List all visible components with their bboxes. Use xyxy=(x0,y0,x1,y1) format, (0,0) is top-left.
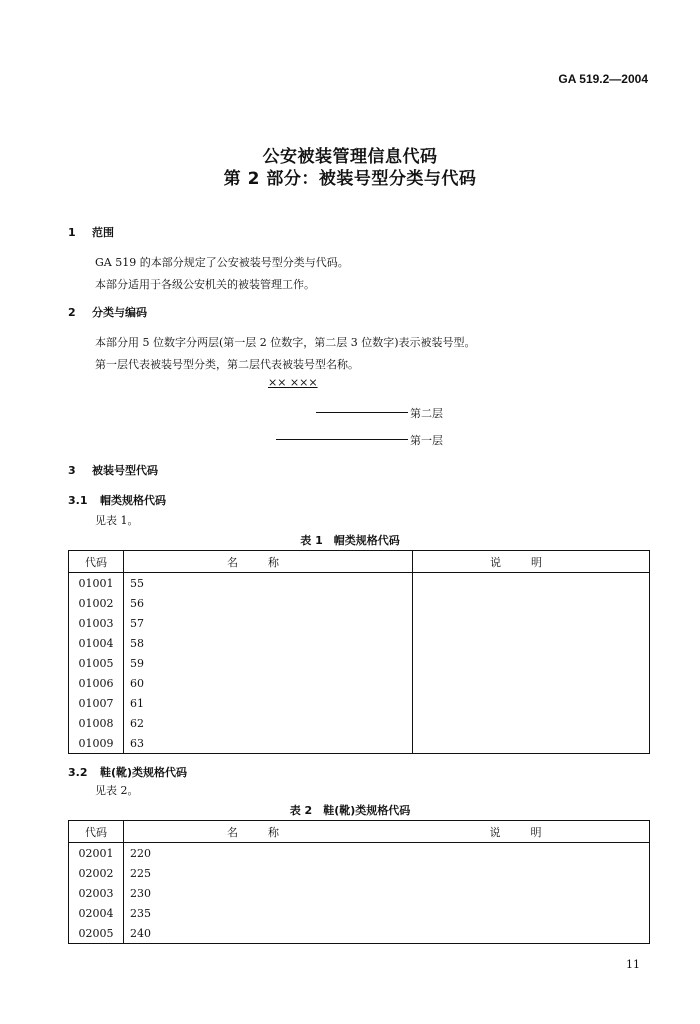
document-title: 公安被装管理信息代码 xyxy=(262,147,438,167)
section-number: 1 xyxy=(68,226,76,239)
note-cell xyxy=(413,713,650,733)
code-cell: 01006 xyxy=(69,673,124,693)
code-pattern: ×× ××× xyxy=(268,376,318,389)
name-cell: 59 xyxy=(124,653,413,673)
table-2-reference: 见表 2。 xyxy=(95,784,139,797)
code-cell: 01008 xyxy=(69,713,124,733)
layer-2-label: 第二层 xyxy=(410,407,443,420)
section-title: 鞋(靴)类规格代码 xyxy=(100,766,188,779)
section-3-heading xyxy=(68,462,158,478)
section-number: 3 xyxy=(68,464,76,477)
section-3-1-heading xyxy=(68,492,166,508)
section-number: 3.2 xyxy=(68,766,88,779)
note-cell xyxy=(413,573,650,594)
layer-2-leader-line xyxy=(316,412,408,413)
layer-1-leader-line xyxy=(276,439,408,440)
table-1-reference: 见表 1。 xyxy=(95,514,139,527)
section-number: 3.1 xyxy=(68,494,88,507)
document-code: GA 519.2—2004 xyxy=(558,72,648,86)
section-1-heading xyxy=(68,224,114,240)
note-cell xyxy=(412,883,650,903)
name-cell: 220 xyxy=(124,843,413,864)
name-cell: 58 xyxy=(124,633,413,653)
note-cell xyxy=(412,903,650,923)
section-number: 2 xyxy=(68,306,76,319)
section-title: 范围 xyxy=(92,226,114,239)
section-2-heading xyxy=(68,304,147,320)
table-row xyxy=(69,613,650,633)
section-title: 被装号型代码 xyxy=(92,464,158,477)
code-cell: 02004 xyxy=(69,903,124,923)
column-header-note: 说明 xyxy=(413,551,650,573)
column-header-code: 代码 xyxy=(69,551,124,573)
name-cell: 63 xyxy=(124,733,413,754)
column-header-note: 说明 xyxy=(412,821,650,843)
table-row xyxy=(69,923,650,944)
name-cell: 55 xyxy=(124,573,413,594)
note-cell xyxy=(412,863,650,883)
note-cell xyxy=(413,633,650,653)
layer-1-label: 第一层 xyxy=(410,434,443,447)
code-cell: 02001 xyxy=(69,843,124,864)
name-cell: 62 xyxy=(124,713,413,733)
table-row xyxy=(69,883,650,903)
table-row xyxy=(69,903,650,923)
code-cell: 01003 xyxy=(69,613,124,633)
section-title: 分类与编码 xyxy=(92,306,147,319)
section-title: 帽类规格代码 xyxy=(100,494,166,507)
table-row xyxy=(69,733,650,754)
table-2 xyxy=(68,820,650,944)
code-cell: 02003 xyxy=(69,883,124,903)
name-cell: 225 xyxy=(124,863,413,883)
table-header-row xyxy=(69,551,650,573)
table-row xyxy=(69,863,650,883)
page-number: 11 xyxy=(626,958,640,971)
table-row xyxy=(69,633,650,653)
table-row xyxy=(69,713,650,733)
note-cell xyxy=(413,613,650,633)
note-cell xyxy=(413,653,650,673)
table-1 xyxy=(68,550,650,754)
table-row xyxy=(69,693,650,713)
note-cell xyxy=(413,733,650,754)
section-2-paragraph-2: 第一层代表被装号型分类，第二层代表被装号型名称。 xyxy=(95,358,359,371)
note-cell xyxy=(412,843,650,864)
code-cell: 01002 xyxy=(69,593,124,613)
note-cell xyxy=(412,923,650,944)
name-cell: 57 xyxy=(124,613,413,633)
table-row xyxy=(69,653,650,673)
document-subtitle: 第 2 部分：被装号型分类与代码 xyxy=(223,169,477,189)
code-cell: 02002 xyxy=(69,863,124,883)
note-cell xyxy=(413,673,650,693)
note-cell xyxy=(413,693,650,713)
column-header-name: 名称 xyxy=(124,821,413,843)
code-cell: 01007 xyxy=(69,693,124,713)
section-1-paragraph-2: 本部分适用于各级公安机关的被装管理工作。 xyxy=(95,278,315,291)
section-2-paragraph-1: 本部分用 5 位数字分两层(第一层 2 位数字，第二层 3 位数字)表示被装号型。 xyxy=(95,336,476,349)
table-row xyxy=(69,593,650,613)
column-header-code: 代码 xyxy=(69,821,124,843)
name-cell: 235 xyxy=(124,903,413,923)
table-row xyxy=(69,573,650,594)
section-3-2-heading xyxy=(68,764,187,780)
section-1-paragraph-1: GA 519 的本部分规定了公安被装号型分类与代码。 xyxy=(95,256,349,269)
name-cell: 240 xyxy=(124,923,413,944)
name-cell: 56 xyxy=(124,593,413,613)
note-cell xyxy=(413,593,650,613)
code-cell: 01004 xyxy=(69,633,124,653)
table-2-caption: 表 2 鞋(靴)类规格代码 xyxy=(289,804,411,817)
code-cell: 01001 xyxy=(69,573,124,594)
table-1-caption: 表 1 帽类规格代码 xyxy=(300,534,400,547)
name-cell: 230 xyxy=(124,883,413,903)
column-header-name: 名称 xyxy=(124,551,413,573)
code-cell: 02005 xyxy=(69,923,124,944)
table-row xyxy=(69,843,650,864)
name-cell: 60 xyxy=(124,673,413,693)
code-cell: 01009 xyxy=(69,733,124,754)
table-row xyxy=(69,673,650,693)
name-cell: 61 xyxy=(124,693,413,713)
code-cell: 01005 xyxy=(69,653,124,673)
table-header-row xyxy=(69,821,650,843)
